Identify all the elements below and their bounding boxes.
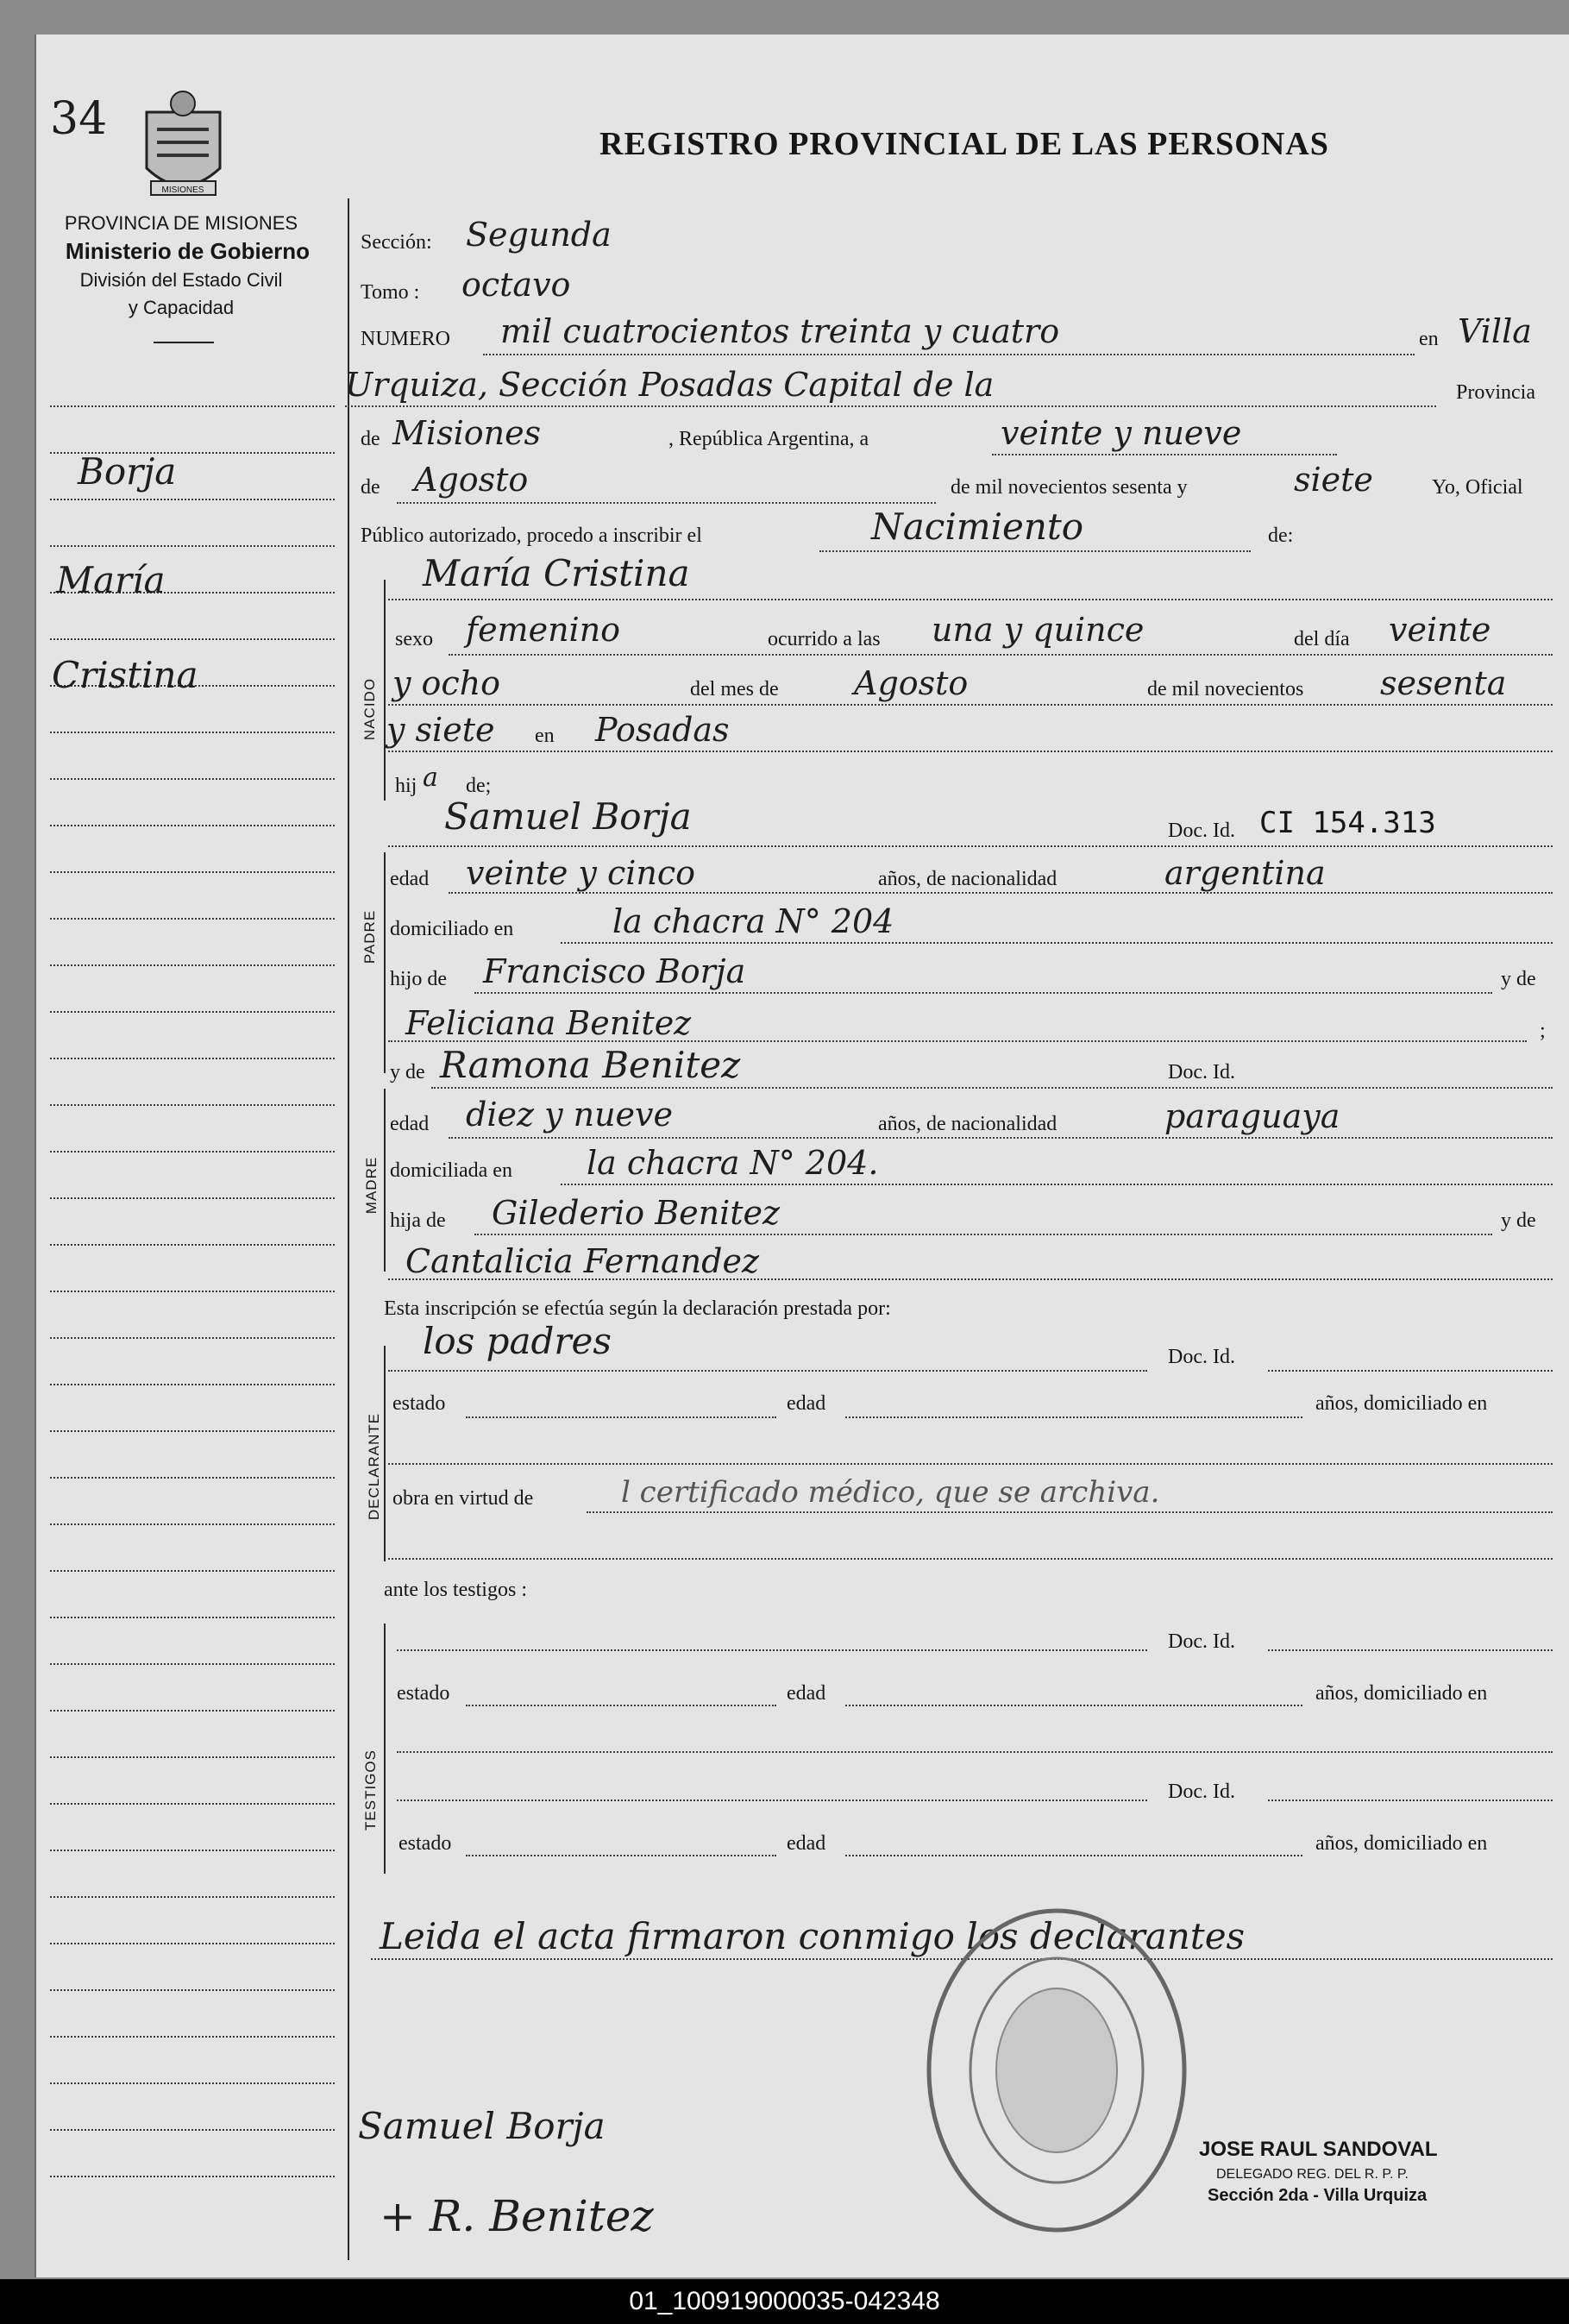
org-capacity: y Capacidad bbox=[128, 297, 235, 318]
margin-rule bbox=[50, 1197, 335, 1199]
label-en: en bbox=[1419, 328, 1439, 350]
label-doc-declarante: Doc. Id. bbox=[1168, 1346, 1235, 1368]
margin-rule bbox=[50, 1244, 335, 1246]
file-id-footer: 01_100919000035-042348 bbox=[0, 2279, 1569, 2324]
madre-rule bbox=[384, 1089, 386, 1272]
margin-rule bbox=[50, 1943, 335, 1944]
label-mil-nov: de mil novecientos sesenta y bbox=[951, 476, 1188, 499]
label-dom-madre: domiciliada en bbox=[390, 1159, 512, 1182]
section-padre: PADRE bbox=[361, 909, 379, 964]
value-sexo: femenino bbox=[466, 611, 621, 649]
margin-rule bbox=[50, 1663, 335, 1665]
margin-rule bbox=[50, 1058, 335, 1059]
value-declarante: los padres bbox=[423, 1320, 612, 1362]
label-esta-inscripcion: Esta inscripción se efectúa según la declaración prestada por: bbox=[384, 1297, 891, 1320]
value-edad-madre: diez y nueve bbox=[466, 1096, 674, 1134]
margin-rule bbox=[50, 871, 335, 873]
value-tomo: octavo bbox=[461, 266, 571, 304]
margin-rule bbox=[50, 1430, 335, 1432]
value-cierre: Leida el acta firmaron conmigo los declarantes bbox=[380, 1915, 1246, 1957]
value-dia: veinte bbox=[1389, 611, 1491, 649]
label-del-dia: del día bbox=[1294, 628, 1350, 650]
label-hija: hij bbox=[395, 775, 417, 797]
label-anios-testigo-2: años, domiciliado en bbox=[1315, 1832, 1488, 1855]
label-anios-madre: años, de nacionalidad bbox=[878, 1113, 1058, 1135]
margin-rule bbox=[50, 638, 335, 640]
label-yo-oficial: Yo, Oficial bbox=[1432, 476, 1523, 499]
label-de-1: de bbox=[361, 428, 380, 450]
document-title: REGISTRO PROVINCIAL DE LAS PERSONAS bbox=[599, 126, 1329, 162]
value-mes-nac: Agosto bbox=[854, 664, 969, 702]
value-padre-padre: Francisco Borja bbox=[483, 952, 746, 990]
label-estado-testigo-2: estado bbox=[399, 1832, 452, 1855]
label-edad-madre: edad bbox=[390, 1113, 430, 1135]
label-estado-declarante: estado bbox=[392, 1392, 446, 1415]
margin-rule bbox=[50, 1291, 335, 1292]
value-anio-nac: sesenta bbox=[1380, 664, 1507, 702]
value-lugar-nac: Posadas bbox=[595, 711, 730, 749]
margin-surname: Borja bbox=[78, 450, 177, 493]
label-dom-padre: domiciliado en bbox=[390, 918, 514, 940]
margin-rule bbox=[50, 1896, 335, 1898]
value-provincia: Misiones bbox=[392, 414, 542, 452]
value-obra: l certificado médico, que se archiva. bbox=[621, 1475, 1160, 1510]
value-dia-2: y ocho bbox=[392, 664, 501, 702]
label-estado-testigo-1: estado bbox=[397, 1682, 450, 1705]
margin-rule bbox=[50, 499, 335, 500]
label-edad-testigo-1: edad bbox=[787, 1682, 826, 1705]
label-anios-declarante: años, domiciliado en bbox=[1315, 1392, 1488, 1415]
label-y-de: y de bbox=[1501, 968, 1536, 990]
section-testigos: TESTIGOS bbox=[361, 1749, 379, 1831]
padre-rule bbox=[384, 852, 386, 1073]
label-del-mes: del mes de bbox=[690, 678, 779, 700]
value-madre-padre: Gilederio Benitez bbox=[492, 1194, 781, 1232]
label-tomo: Tomo : bbox=[361, 281, 420, 304]
label-hija-de: de; bbox=[466, 775, 492, 797]
official-title: DELEGADO REG. DEL R. P. P. bbox=[1216, 2167, 1409, 2182]
section-declarante: DECLARANTE bbox=[366, 1412, 383, 1521]
value-nac-madre: paraguaya bbox=[1164, 1097, 1340, 1135]
official-name: JOSE RAUL SANDOVAL bbox=[1199, 2138, 1438, 2161]
label-provincia: Provincia bbox=[1456, 381, 1535, 404]
nacido-rule bbox=[384, 580, 386, 801]
label-de-2: de bbox=[361, 476, 380, 499]
value-en: Villa bbox=[1458, 312, 1532, 350]
label-ocurrido: ocurrido a las bbox=[768, 628, 881, 650]
value-hora: una y quince bbox=[932, 611, 1145, 649]
value-dia-letras: veinte y nueve bbox=[1001, 414, 1242, 452]
margin-first-name: María bbox=[56, 559, 166, 601]
value-dom-padre: la chacra N° 204 bbox=[612, 902, 894, 940]
value-nombre: María Cristina bbox=[423, 552, 690, 594]
divider bbox=[154, 342, 214, 343]
label-de-colon: de: bbox=[1268, 524, 1294, 547]
margin-rule bbox=[50, 778, 335, 780]
margin-rule bbox=[50, 1477, 335, 1479]
margin-rule bbox=[50, 918, 335, 920]
margin-rule bbox=[50, 2129, 335, 2131]
label-sexo: sexo bbox=[395, 628, 433, 650]
margin-rule bbox=[50, 1337, 335, 1339]
label-edad-padre: edad bbox=[390, 868, 430, 890]
margin-rule bbox=[50, 545, 335, 547]
value-padre: Samuel Borja bbox=[444, 795, 692, 838]
label-de-mil-nov: de mil novecientos bbox=[1147, 678, 1304, 700]
margin-second-name: Cristina bbox=[52, 654, 198, 696]
margin-rule bbox=[50, 1104, 335, 1106]
official-section: Sección 2da - Villa Urquiza bbox=[1208, 2186, 1428, 2205]
main-vertical-rule bbox=[348, 198, 349, 2260]
label-republica: , República Argentina, a bbox=[668, 428, 869, 450]
official-stamp bbox=[919, 1898, 1195, 2243]
margin-rule bbox=[50, 1523, 335, 1525]
label-doc-testigo-2: Doc. Id. bbox=[1168, 1781, 1235, 1803]
margin-rule bbox=[50, 1384, 335, 1385]
coat-of-arms-seal bbox=[129, 86, 237, 207]
value-padre-madre: Feliciana Benitez bbox=[405, 1004, 692, 1042]
value-doc-padre: CI 154.313 bbox=[1259, 806, 1436, 840]
label-anios-testigo-1: años, domiciliado en bbox=[1315, 1682, 1488, 1705]
margin-rule bbox=[50, 964, 335, 966]
value-madre: Ramona Benitez bbox=[440, 1044, 741, 1086]
label-edad-declarante: edad bbox=[787, 1392, 826, 1415]
value-lugar: Urquiza, Sección Posadas Capital de la bbox=[345, 366, 995, 404]
margin-rule bbox=[50, 2176, 335, 2177]
margin-rule bbox=[50, 2082, 335, 2084]
org-division: División del Estado Civil bbox=[79, 269, 283, 291]
value-anio: siete bbox=[1294, 461, 1373, 499]
label-doc-testigo-1: Doc. Id. bbox=[1168, 1630, 1235, 1653]
label-ante: ante los testigos : bbox=[384, 1579, 527, 1601]
label-y-de-madre-2: y de bbox=[1501, 1209, 1536, 1232]
label-semicolon: ; bbox=[1540, 1020, 1546, 1042]
margin-rule bbox=[50, 1570, 335, 1572]
value-acto: Nacimiento bbox=[871, 506, 1084, 548]
label-seccion: Sección: bbox=[361, 231, 432, 254]
declarante-rule bbox=[384, 1346, 386, 1561]
testigos-rule bbox=[384, 1624, 386, 1874]
label-edad-testigo-2: edad bbox=[787, 1832, 826, 1855]
margin-rule bbox=[50, 1011, 335, 1013]
label-publico: Público autorizado, procedo a inscribir el bbox=[361, 524, 702, 547]
seal-label: MISIONES bbox=[161, 185, 204, 195]
label-anios-padre: años, de nacionalidad bbox=[878, 868, 1058, 890]
page-number: 34 bbox=[50, 93, 108, 145]
signature-madre: + R. Benitez bbox=[380, 2191, 654, 2241]
label-numero: NUMERO bbox=[361, 328, 451, 350]
label-doc-padre: Doc. Id. bbox=[1168, 820, 1235, 842]
value-mes: Agosto bbox=[414, 461, 529, 499]
margin-rule bbox=[50, 825, 335, 826]
value-edad-padre: veinte y cinco bbox=[466, 854, 696, 892]
signature-padre: Samuel Borja bbox=[358, 2105, 606, 2147]
value-numero: mil cuatrocientos treinta y cuatro bbox=[500, 312, 1060, 350]
margin-rule bbox=[50, 1850, 335, 1851]
section-nacido: NACIDO bbox=[361, 677, 379, 741]
value-madre-madre: Cantalicia Fernandez bbox=[405, 1242, 759, 1280]
value-nac-padre: argentina bbox=[1164, 854, 1326, 892]
margin-rule bbox=[50, 1803, 335, 1805]
value-anio-nac-2: y siete bbox=[386, 711, 495, 749]
label-obra: obra en virtud de bbox=[392, 1487, 534, 1510]
label-hijo-de: hijo de bbox=[390, 968, 447, 990]
value-seccion: Segunda bbox=[466, 216, 612, 254]
margin-rule bbox=[50, 2036, 335, 2038]
margin-rule bbox=[50, 405, 335, 407]
margin-rule bbox=[50, 1756, 335, 1758]
org-ministry: Ministerio de Gobierno bbox=[65, 238, 311, 264]
section-madre: MADRE bbox=[363, 1156, 380, 1215]
margin-rule bbox=[50, 1151, 335, 1153]
margin-rule bbox=[50, 1989, 335, 1991]
value-dom-madre: la chacra N° 204. bbox=[587, 1144, 879, 1182]
label-en-nac: en bbox=[535, 725, 555, 747]
label-hija-de-madre: hija de bbox=[390, 1209, 446, 1232]
margin-rule bbox=[50, 1617, 335, 1618]
value-hija-suffix: a bbox=[423, 763, 438, 793]
margin-rule bbox=[50, 1710, 335, 1712]
org-province: PROVINCIA DE MISIONES bbox=[64, 212, 298, 234]
label-doc-madre: Doc. Id. bbox=[1168, 1061, 1235, 1083]
label-y-de-madre: y de bbox=[390, 1061, 425, 1083]
margin-rule bbox=[50, 732, 335, 733]
